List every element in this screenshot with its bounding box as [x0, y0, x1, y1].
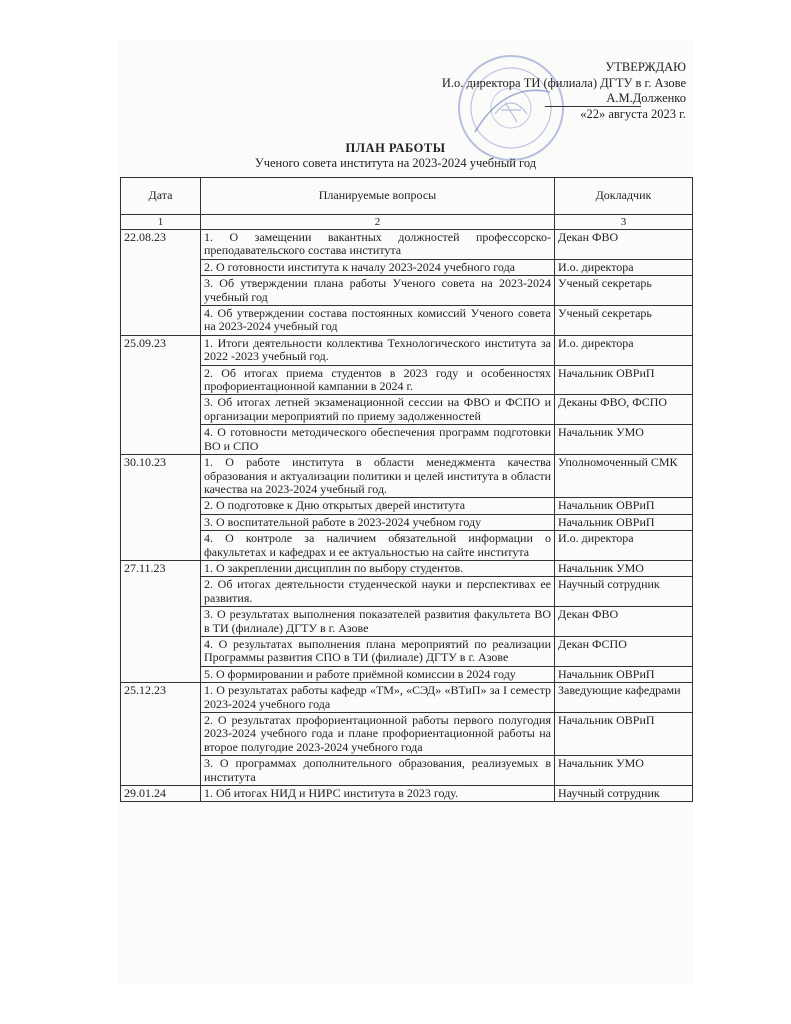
- header-date: Дата: [121, 178, 201, 215]
- table-row: [121, 683, 693, 713]
- speaker: Декан ФВО: [555, 607, 693, 637]
- speaker: Начальник ОВРиП: [555, 713, 693, 756]
- table-row: [121, 425, 693, 455]
- agenda-question: 1. О работе института в области менеджмента качества образования и актуализации политики и целей института в области качества на 2023-2024 учебный год.: [201, 455, 555, 498]
- table-row: [121, 514, 693, 530]
- table-header-row: [121, 178, 693, 215]
- speaker: Начальник ОВРиП: [555, 365, 693, 395]
- agenda-question: 2. О готовности института к началу 2023-2024 учебного года: [201, 259, 555, 275]
- agenda-question: 4. О готовности методического обеспечения программ подготовки ВО и СПО: [201, 425, 555, 455]
- speaker: Начальник ОВРиП: [555, 666, 693, 682]
- column-number: 2: [201, 215, 555, 230]
- speaker: Декан ФВО: [555, 230, 693, 260]
- header-questions: Планируемые вопросы: [201, 178, 555, 215]
- agenda-question: 3. Об итогах летней экзаменационной сессии на ФВО и ФСПО и организации мероприятий по приему задолженностей: [201, 395, 555, 425]
- meeting-date: 22.08.23: [121, 230, 201, 336]
- document-title: ПЛАН РАБОТЫ: [345, 141, 446, 155]
- speaker: Ученый секретарь: [555, 276, 693, 306]
- speaker: Декан ФСПО: [555, 636, 693, 666]
- speaker: И.о. директора: [555, 335, 693, 365]
- table-row: [121, 786, 693, 802]
- table-row: [121, 335, 693, 365]
- speaker: Заведующие кафедрами: [555, 683, 693, 713]
- agenda-question: 3. О результатах выполнения показателей развития факультета ВО в ТИ (филиале) ДГТУ в г. Азове: [201, 607, 555, 637]
- agenda-question: 4. О контроле за наличием обязательной информации о факультетах и кафедрах и ее актуальностью на сайте института: [201, 531, 555, 561]
- table-row: [121, 531, 693, 561]
- table-row: [121, 276, 693, 306]
- agenda-question: 2. Об итогах приема студентов в 2023 году и особенностях профориентационной кампании в 2024 г.: [201, 365, 555, 395]
- meeting-date: 25.09.23: [121, 335, 201, 454]
- agenda-question: 1. Итоги деятельности коллектива Технологического института за 2022 -2023 учебный год.: [201, 335, 555, 365]
- speaker: Научный сотрудник: [555, 577, 693, 607]
- agenda-question: 2. Об итогах деятельности студенческой науки и перспективах ее развития.: [201, 577, 555, 607]
- agenda-question: 2. О результатах профориентационной работы первого полугодия 2023-2024 учебного года и плане профориентационной работы на второе полугодие 2023-2024 учебного года: [201, 713, 555, 756]
- agenda-question: 4. Об утверждении состава постоянных комиссий Ученого совета на 2023-2024 учебный год: [201, 306, 555, 336]
- speaker: Начальник УМО: [555, 756, 693, 786]
- column-number: 1: [121, 215, 201, 230]
- agenda-question: 1. Об итогах НИД и НИРС института в 2023 году.: [201, 786, 555, 802]
- agenda-question: 1. О закреплении дисциплин по выбору студентов.: [201, 560, 555, 576]
- table-row: [121, 756, 693, 786]
- table-row: [121, 365, 693, 395]
- signature-line: [545, 106, 641, 107]
- table-row: [121, 607, 693, 637]
- meeting-date: 25.12.23: [121, 683, 201, 786]
- meeting-date: 30.10.23: [121, 455, 201, 561]
- approval-date: «22» августа 2023 г.: [580, 106, 686, 121]
- table-row: [121, 666, 693, 682]
- speaker: Деканы ФВО, ФСПО: [555, 395, 693, 425]
- header-speaker: Докладчик: [555, 178, 693, 215]
- plan-table: [120, 177, 693, 802]
- table-row: [121, 395, 693, 425]
- agenda-question: 3. О программах дополнительного образования, реализуемых в института: [201, 756, 555, 786]
- speaker: Начальник УМО: [555, 560, 693, 576]
- column-number: 3: [555, 215, 693, 230]
- agenda-question: 3. Об утверждении плана работы Ученого совета на 2023-2024 учебный год: [201, 276, 555, 306]
- agenda-question: 3. О воспитательной работе в 2023-2024 учебном году: [201, 514, 555, 530]
- speaker: И.о. директора: [555, 531, 693, 561]
- speaker: И.о. директора: [555, 259, 693, 275]
- table-row: [121, 713, 693, 756]
- agenda-question: 1. О замещении вакантных должностей профессорско-преподавательского состава института: [201, 230, 555, 260]
- agenda-question: 1. О результатах работы кафедр «ТМ», «СЭД» «ВТиП» за I семестр 2023-2024 учебного года: [201, 683, 555, 713]
- table-row: [121, 259, 693, 275]
- agenda-question: 4. О результатах выполнения плана мероприятий по реализации Программы развития СПО в ТИ (филиале) ДГТУ в г. Азове: [201, 636, 555, 666]
- approval-signatory: А.М.Долженко: [606, 91, 686, 106]
- speaker: Научный сотрудник: [555, 786, 693, 802]
- document-subtitle: Ученого совета института на 2023-2024 учебный год: [254, 156, 537, 170]
- table-row: [121, 306, 693, 336]
- speaker: Начальник УМО: [555, 425, 693, 455]
- agenda-question: 5. О формировании и работе приёмной комиссии в 2024 году: [201, 666, 555, 682]
- meeting-date: 27.11.23: [121, 560, 201, 682]
- table-row: [121, 498, 693, 514]
- approval-heading: УТВЕРЖДАЮ: [605, 60, 686, 74]
- table-row: [121, 455, 693, 498]
- approval-block: [442, 60, 686, 122]
- column-number-row: [121, 215, 693, 230]
- meeting-date: 29.01.24: [121, 786, 201, 802]
- approval-position: И.о. директора ТИ (филиала) ДГТУ в г. Азове: [441, 75, 686, 90]
- speaker: Начальник ОВРиП: [555, 498, 693, 514]
- speaker: Ученый секретарь: [555, 306, 693, 336]
- table-row: [121, 577, 693, 607]
- speaker: Уполномоченный СМК: [555, 455, 693, 498]
- agenda-question: 2. О подготовке к Дню открытых дверей института: [201, 498, 555, 514]
- table-row: [121, 560, 693, 576]
- table-row: [121, 230, 693, 260]
- speaker: Начальник ОВРиП: [555, 514, 693, 530]
- table-row: [121, 636, 693, 666]
